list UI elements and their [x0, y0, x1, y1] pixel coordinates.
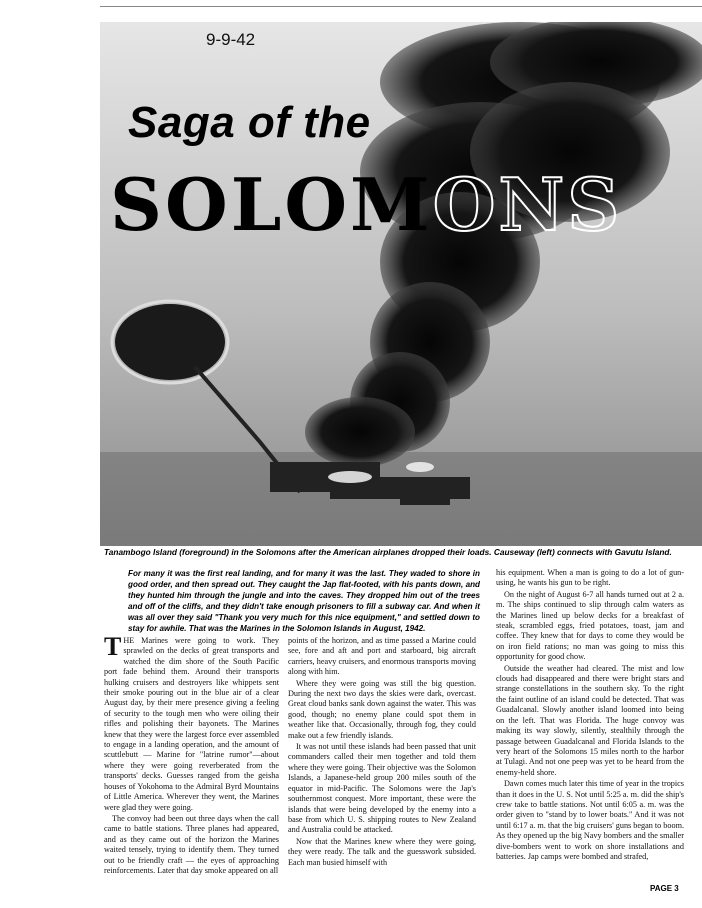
headline-title-dark: SOLOM [110, 162, 433, 247]
body-paragraph: points of the horizon, and as time passed a Marine could see, fore and aft and port and starboard, big aircraft carriers, heavy cruisers, and enormous transports moving along with him. [288, 636, 476, 677]
body-paragraph: Dawn comes much later this time of year in the tropics than it does in the U. S. Not until 5:25 a. m. did the ship's crew take to battle stations. Not until 6:05 a. m. was the order given to "stand by to lower boats." And it was not until 6:17 a. m. that the big cruisers' guns began to boom. As they opened up the big Navy bombers and the smaller dive-bombers went to work on shore installations and batteries. Jap camps were bombed and strafed, [496, 779, 684, 861]
body-paragraph: On the night of August 6-7 all hands turned out at 2 a. m. The ships continued to slip through calm waters as the Marines lined up below decks for a breakfast of steak, scrambled eggs, fried potatoes, toast, jam and coffee. They knew that for days to come they would be on iron field rations; no man was going to miss this opportunity for good chow. [496, 589, 684, 662]
body-text: HE Marines were going to work. They sprawled on the decks of great transports and watched the dim shore of the South Pacific port fade behind them. Around their transports hulking cruisers and destroyers like whippets sent their smoke pouring out in the blue air of a clear August day, by their mere presence giving a feeling of security to the tough men who were oiling their rifles and polishing their bayonets. The Marines knew that they were the largest force ever assembled to engage in a landing operation, and the amount of scuttlebutt — Marine for "latrine rumor"—about where they were going reverberated from the transports' decks. Guesses ranged from the geisha houses of Yokohoma to the Admiral Byrd Mountains of Little America. Wherever they went, the Marines were glad they were going. [104, 636, 279, 812]
date-note: 9-9-42 [206, 30, 256, 49]
body-column-2 [288, 636, 476, 869]
body-paragraph: The convoy had been out three days when the call came to battle stations. Three planes had appeared, and as they came out of the horizon the Marines waited tensely, trying to identify them. They turned out to be friendly craft — the eyes of approaching reinforcements. Later that day smoke appeared on all [104, 813, 279, 875]
headline-kicker: Saga of the [128, 98, 371, 147]
body-column-1 [104, 632, 279, 877]
headline-title-outline: ONS [432, 162, 623, 247]
body-paragraph: It was not until these islands had been passed that unit commanders called their men together and told them where they were going. Their objective was the Solomon Islands, a Japanese-held group 200 miles south of the equator in mid-Pacific. The Solomons were the Jap's southernmost conquest. More important, these were the islands that were being developed by the enemy into a base from which U. S. shipping routes to New Zealand and Australia could be attacked. [288, 742, 476, 835]
page-number: PAGE 3 [650, 884, 679, 893]
top-rule [100, 6, 702, 7]
body-paragraph: Where they were going was still the big question. During the next two days the skies were dark, overcast. Great cloud banks sank down against the water. This was good, though; no enemy plane could spot them in weather like that. Occasionally, through fog, they could make out a few friendly islands. [288, 678, 476, 740]
headline-title [110, 162, 622, 247]
photo-caption: Tanambogo Island (foreground) in the Solomons after the American airplanes dropped their loads. Causeway (left) connects with Gavutu Island. [104, 547, 672, 557]
body-paragraph [104, 632, 279, 813]
intro-paragraph: For many it was the first real landing, and for many it was the last. They waded to shore in good order, and then spread out. They caught the Jap flat-footed, with his pants down, and they hunted him through the jungle and into the caves. They dropped him out of the trees and off of the cliffs, and they didn't take enough prisoners to fill a subway car. And when it was all over they said "Thank you very much for this nice equipment," and settled down to stay for awhile. That was the Marines in the Solomon Islands in August, 1942. [128, 569, 480, 633]
island-tanambogo [115, 304, 225, 380]
body-paragraph: Outside the weather had cleared. The mist and low clouds had disappeared and there were bright stars and strange constellations in the southern sky. To the right the faint outline of an island could be detected. That was Guadalcanal. Slowly another island loomed into being on the left. That was Florida. The huge convoy was making its way slowly, silently, stealthily through the passage between Guadalcanal and Florida Islands to the very heart of the Solomons 15 miles north to the harbor at Tulagi. And not one peep was yet to be heard from the enemy-held shore. [496, 663, 684, 777]
body-paragraph: Now that the Marines knew where they were going, they were ready. The talk and the guesswork subsided. Each man busied himself with [288, 836, 476, 867]
body-column-3 [496, 568, 684, 863]
drop-cap: T [104, 632, 122, 661]
body-paragraph: his equipment. When a man is going to do a lot of gun-using, he wants his gun to be right. [496, 568, 684, 588]
